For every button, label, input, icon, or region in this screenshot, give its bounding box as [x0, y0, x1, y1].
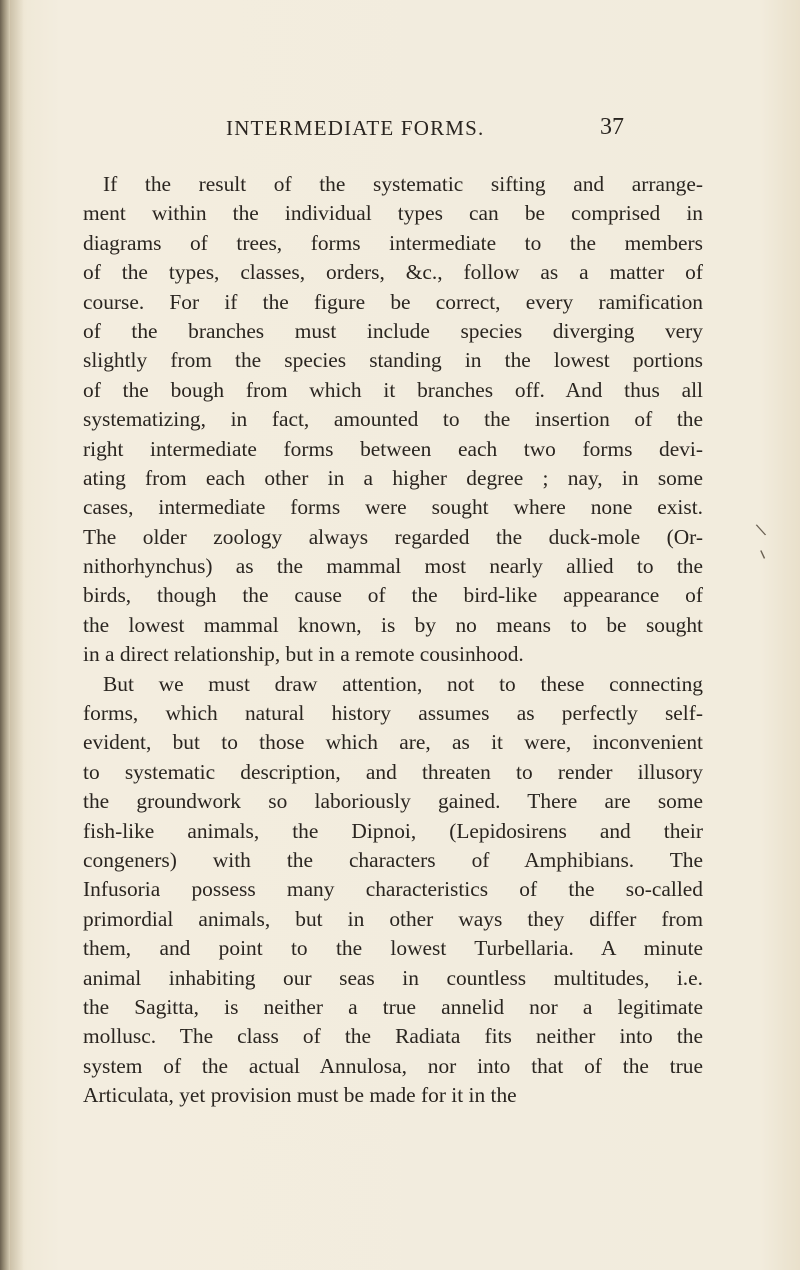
page-number: 37	[600, 114, 624, 140]
text-line: them, and point to the lowest Turbellaria. A minute	[83, 936, 703, 961]
text-line: of the types, classes, orders, &c., follow as a matter of	[83, 260, 703, 285]
text-line: Articulata, yet provision must be made for it in the	[83, 1083, 517, 1108]
body-text	[83, 170, 703, 1111]
page-gutter-edge	[0, 0, 10, 1270]
text-line: to systematic description, and threaten to render illusory	[83, 759, 703, 784]
text-line: system of the actual Annulosa, nor into that of the true	[83, 1053, 703, 1078]
text-line: of the branches must include species diverging very	[83, 318, 703, 343]
text-line: the lowest mammal known, is by no means to be sought	[83, 612, 703, 637]
text-line: If the result of the systematic sifting and arrange-	[103, 172, 703, 196]
page-gutter-shadow	[10, 0, 24, 1270]
text-line: course. For if the figure be correct, every ramification	[83, 289, 703, 314]
text-line: ment within the individual types can be comprised in	[83, 201, 703, 226]
text-line: the groundwork so laboriously gained. There are some	[83, 789, 703, 814]
text-line: ating from each other in a higher degree ; nay, in some	[83, 465, 703, 490]
text-line: fish-like animals, the Dipnoi, (Lepidosirens and their	[83, 818, 703, 843]
text-line: right intermediate forms between each two forms devi-	[83, 436, 703, 461]
text-line: the Sagitta, is neither a true annelid nor a legitimate	[83, 994, 703, 1019]
text-line: mollusc. The class of the Radiata fits neither into the	[83, 1024, 703, 1049]
text-line: congeners) with the characters of Amphibians. The	[83, 847, 703, 872]
text-line: cases, intermediate forms were sought where none exist.	[83, 495, 703, 520]
running-head	[0, 116, 800, 146]
text-line: nithorhynchus) as the mammal most nearly allied to the	[83, 554, 703, 579]
running-title: INTERMEDIATE FORMS.	[226, 116, 485, 140]
text-line: But we must draw attention, not to these connecting	[103, 671, 703, 696]
text-line: in a direct relationship, but in a remote cousinhood.	[83, 642, 524, 667]
text-line: forms, which natural history assumes as perfectly self-	[83, 701, 703, 726]
text-line: evident, but to those which are, as it were, inconvenient	[83, 730, 703, 755]
text-line: The older zoology always regarded the duck-mole (Or-	[83, 524, 703, 549]
text-line: birds, though the cause of the bird-like appearance of	[83, 583, 703, 608]
text-line: slightly from the species standing in the lowest portions	[83, 348, 703, 373]
margin-pencil-mark: \	[754, 519, 768, 540]
text-line: animal inhabiting our seas in countless multitudes, i.e.	[83, 965, 703, 990]
text-line: diagrams of trees, forms intermediate to the members	[83, 230, 703, 255]
text-line: of the bough from which it branches off. And thus all	[83, 377, 703, 402]
text-line: primordial animals, but in other ways they differ from	[83, 906, 703, 931]
margin-pencil-mark: ı	[756, 543, 769, 564]
text-line: Infusoria possess many characteristics of the so-called	[83, 877, 703, 902]
text-line: systematizing, in fact, amounted to the insertion of the	[83, 407, 703, 432]
